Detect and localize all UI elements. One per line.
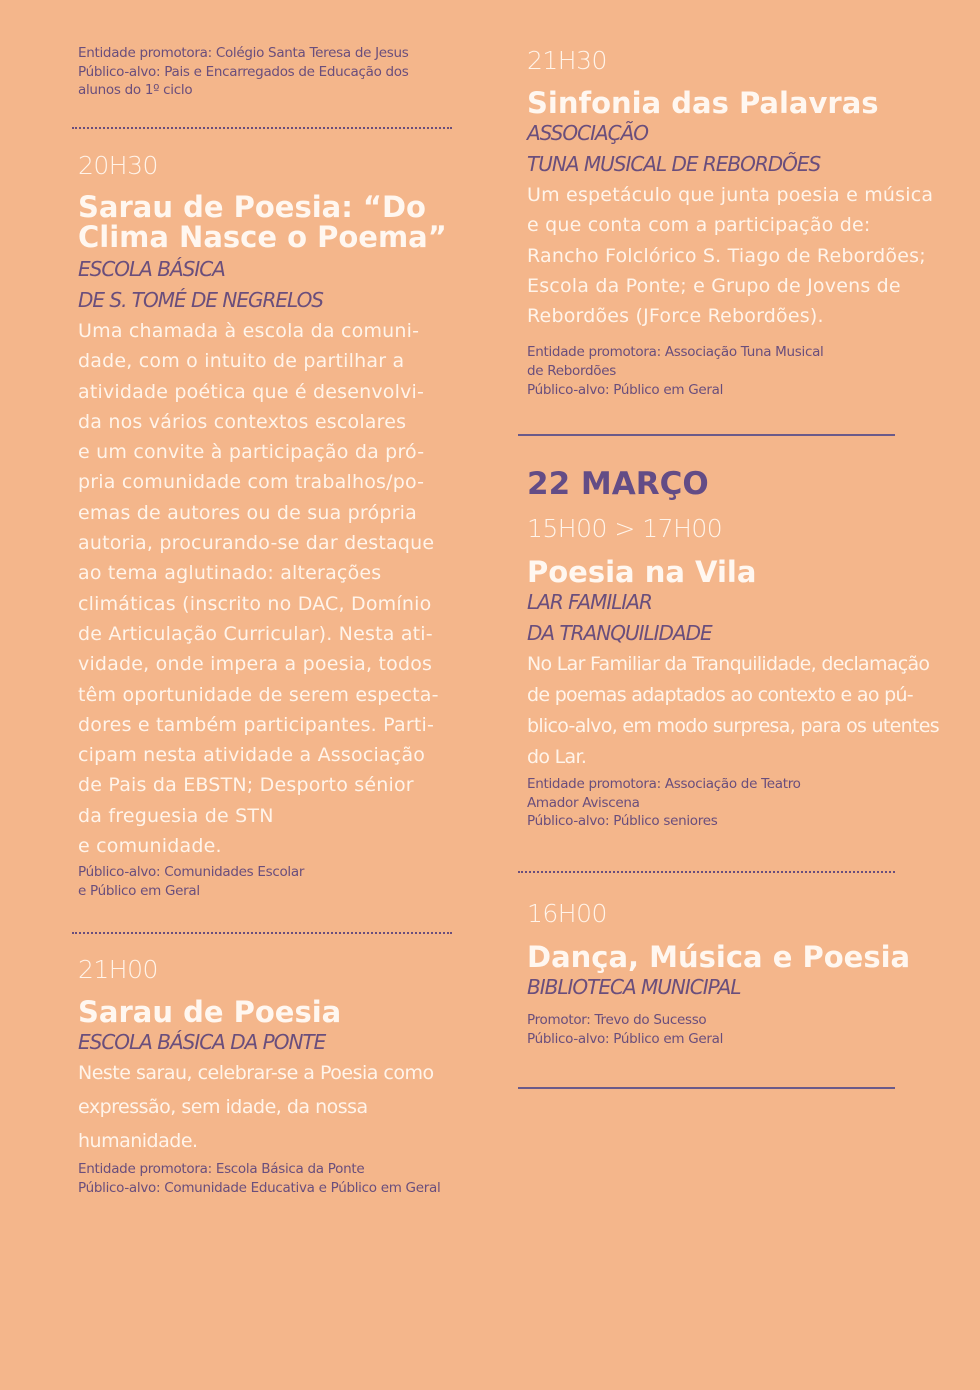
event-organizer	[78, 1027, 468, 1058]
title-line: Sarau de Poesia	[78, 995, 342, 1029]
event-sarau-negrelos	[78, 151, 468, 901]
description-line: Neste sarau, celebrar-se a Poesia como	[78, 1062, 434, 1084]
org-line: BIBLIOTECA MUNICIPAL	[527, 975, 741, 999]
org-line: ASSOCIAÇÃO	[527, 121, 649, 145]
org-line: DA TRANQUILIDADE	[527, 621, 712, 645]
info-line: Amador Aviscena	[527, 794, 640, 811]
info-line: Público-alvo: Público em Geral	[527, 381, 724, 398]
event-time: 16H00	[527, 899, 607, 928]
description-line: dade, com o intuito de partilhar a	[78, 350, 405, 373]
event-title	[527, 557, 957, 587]
event-time: 21H00	[78, 955, 158, 984]
info-line: Público-alvo: Público seniores	[527, 813, 718, 830]
info-line: alunos do 1º ciclo	[78, 82, 193, 99]
description-line: expressão, sem idade, da nossa	[78, 1096, 368, 1118]
event-title	[78, 997, 468, 1027]
event-title	[78, 192, 468, 252]
dotted-divider	[518, 871, 895, 873]
org-line: ESCOLA BÁSICA	[78, 257, 225, 281]
description-line: climáticas (inscrito no DAC, Domínio	[78, 592, 432, 615]
title-line: Clima Nasce o Poema”	[78, 220, 447, 254]
info-line: Público-alvo: Público em Geral	[527, 1030, 724, 1047]
event-description	[527, 180, 957, 331]
description-line: de Articulação Curricular). Nesta ati-	[78, 622, 433, 645]
info-line: Promotor: Trevo do Sucesso	[527, 1012, 707, 1028]
description-line: do Lar.	[527, 746, 587, 768]
info-line: de Rebordões	[527, 363, 616, 380]
event-sinfonia	[527, 46, 957, 400]
title-line: Dança, Música e Poesia	[527, 940, 911, 974]
info-line: Entidade promotora: Colégio Santa Teresa de Jesus	[78, 45, 409, 61]
info-line: Entidade promotora: Associação Tuna Musical	[527, 344, 824, 361]
event-description	[527, 649, 957, 773]
event-sarau-ponte	[78, 955, 468, 1197]
info-line: Entidade promotora: Associação de Teatro	[527, 776, 801, 792]
description-line: de Pais da EBSTN; Desporto sénior	[78, 774, 414, 797]
event-organizer	[78, 254, 468, 316]
title-line: Sinfonia das Palavras	[527, 86, 879, 120]
event-info	[527, 343, 957, 399]
info-line: Público-alvo: Comunidade Educativa e Público em Geral	[78, 1179, 441, 1196]
description-line: e que conta com a participação de:	[527, 214, 871, 237]
event-description	[78, 316, 468, 861]
description-line: Rebordões (JForce Rebordões).	[527, 305, 824, 328]
description-line: cipam nesta atividade a Associação	[78, 744, 426, 767]
event-info	[78, 863, 468, 900]
description-line: têm oportunidade de serem especta-	[78, 683, 439, 706]
description-line: dores e também participantes. Parti-	[78, 713, 435, 736]
event-organizer	[527, 118, 957, 180]
dotted-divider	[72, 127, 452, 129]
org-line: TUNA MUSICAL DE REBORDÕES	[527, 152, 821, 176]
org-line: DE S. TOMÉ DE NEGRELOS	[78, 288, 324, 312]
description-line: Uma chamada à escola da comuni-	[78, 320, 420, 342]
org-line: ESCOLA BÁSICA DA PONTE	[78, 1030, 326, 1054]
org-line: LAR FAMILIAR	[527, 590, 652, 614]
description-line: emas de autores ou de sua própria	[78, 501, 417, 524]
event-title	[527, 88, 957, 118]
info-line: e Público em Geral	[78, 883, 200, 900]
info-line: Público-alvo: Comunidades Escolar	[78, 864, 305, 881]
event-time: 15H00 > 17H00	[527, 514, 723, 543]
description-line: autoria, procurando-se dar destaque	[78, 532, 435, 555]
intro-info	[78, 44, 468, 100]
description-line: da freguesia de STN	[78, 804, 274, 827]
event-info	[78, 1160, 468, 1197]
event-title	[527, 942, 957, 972]
description-line: humanidade.	[78, 1130, 198, 1152]
date-heading: 22 MARÇO	[527, 466, 709, 502]
event-info	[527, 775, 957, 831]
event-time: 20H30	[78, 151, 158, 180]
info-line: Público-alvo: Pais e Encarregados de Educação dos	[78, 63, 409, 80]
description-line: atividade poética que é desenvolvi-	[78, 380, 425, 403]
event-organizer	[527, 972, 957, 1003]
event-poesia-vila	[527, 514, 957, 831]
description-line: No Lar Familiar da Tranquilidade, declamação	[527, 653, 930, 675]
dotted-divider	[72, 932, 452, 934]
info-line: Entidade promotora: Escola Básica da Ponte	[78, 1161, 365, 1177]
description-line: e comunidade.	[78, 835, 222, 858]
title-line: Sarau de Poesia: “Do	[78, 190, 426, 224]
event-organizer	[527, 587, 957, 649]
solid-divider	[518, 434, 895, 436]
description-line: pria comunidade com trabalhos/po-	[78, 471, 425, 494]
event-info	[527, 1011, 957, 1048]
solid-divider	[518, 1087, 895, 1089]
description-line: Um espetáculo que junta poesia e música	[527, 184, 934, 206]
description-line: Escola da Ponte; e Grupo de Jovens de	[527, 274, 901, 297]
event-time: 21H30	[527, 46, 607, 75]
description-line: vidade, onde impera a poesia, todos	[78, 653, 433, 676]
description-line: e um convite à participação da pró-	[78, 441, 425, 464]
description-line: de poemas adaptados ao contexto e ao pú-	[527, 684, 913, 706]
event-description	[78, 1056, 468, 1158]
description-line: blico-alvo, em modo surpresa, para os utentes	[527, 715, 939, 737]
description-line: Rancho Folclórico S. Tiago de Rebordões;	[527, 244, 926, 267]
description-line: da nos vários contextos escolares	[78, 410, 407, 433]
event-danca	[527, 899, 957, 1048]
description-line: ao tema aglutinado: alterações	[78, 562, 382, 585]
title-line: Poesia na Vila	[527, 555, 757, 589]
